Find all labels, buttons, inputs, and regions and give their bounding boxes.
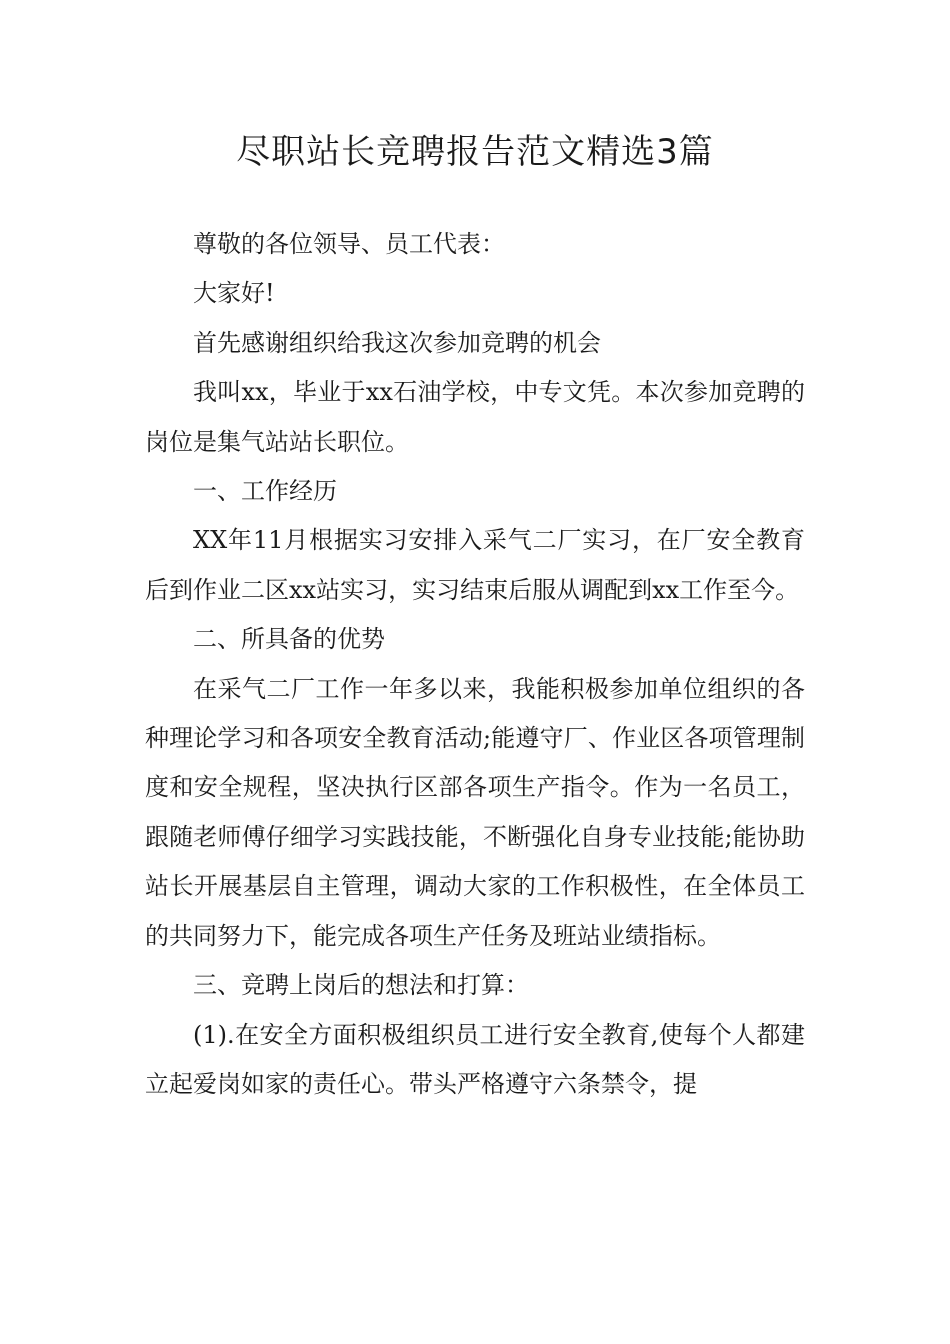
- paragraph-greeting: 大家好!: [193, 279, 275, 308]
- section-heading-advantages: 二、所具备的优势: [193, 625, 385, 654]
- document-title: 尽职站长竞聘报告范文精选3篇: [236, 132, 714, 172]
- paragraph-plan-item-1: (1).在安全方面积极组织员工进行安全教育,使每个人都建立起爱岗如家的责任心。带头严格遵守六条禁令，提: [145, 1020, 805, 1098]
- paragraph-work-experience: XX年11月根据实习安排入采气二厂实习，在厂安全教育后到作业二区xx站实习，实习结束后服从调配到xx工作至今。: [145, 526, 805, 604]
- section-heading-work-experience: 一、工作经历: [193, 477, 337, 506]
- section-heading-plans: 三、竞聘上岗后的想法和打算：: [193, 971, 529, 1000]
- paragraph-introduction: 我叫xx，毕业于xx石油学校，中专文凭。本次参加竞聘的岗位是集气站站长职位。: [145, 378, 805, 456]
- paragraph-greeting-salutation: 尊敬的各位领导、员工代表：: [193, 230, 505, 258]
- document-body: [145, 220, 805, 1109]
- paragraph-advantages: 在采气二厂工作一年多以来，我能积极参加单位组织的各种理论学习和各项安全教育活动;能遵守厂、作业区各项管理制度和安全规程，坚决执行区部各项生产指令。作为一名员工，跟随老师傅仔细学习实践技能，不断强化自身专业技能;能协助站长开展基层自主管理，调动大家的工作积极性，在全体员工的共同努力下，能完成各项生产任务及班站业绩指标。: [145, 674, 805, 950]
- paragraph-thanks: 首先感谢组织给我这次参加竞聘的机会: [193, 328, 601, 357]
